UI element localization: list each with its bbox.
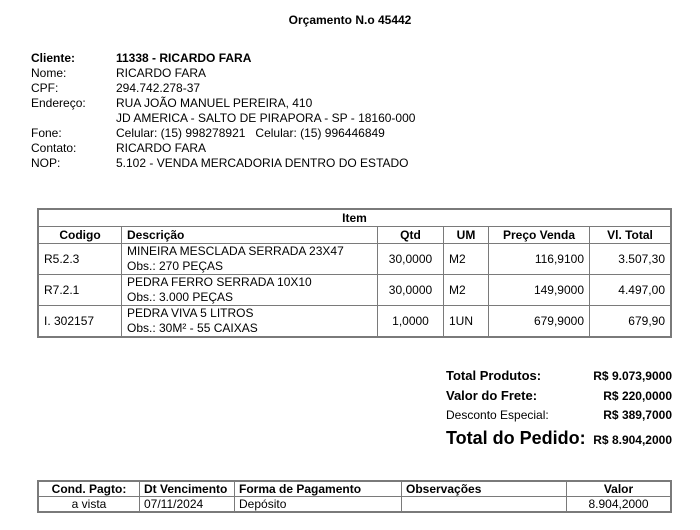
item-total: 3.507,30 [590, 244, 672, 275]
client-row-endereco-2 [31, 111, 415, 126]
client-row-fone [31, 126, 415, 141]
payment-cond: a vista [38, 497, 140, 513]
contato-label: Contato: [31, 141, 77, 155]
desconto-row [446, 406, 672, 425]
table-row [38, 275, 671, 306]
item-um: M2 [444, 275, 489, 306]
fone-value: Celular: (15) 998278921 Celular: (15) 996446849 [116, 126, 385, 140]
payment-obs [402, 497, 567, 513]
table-row [38, 244, 671, 275]
col-codigo: Codigo [38, 227, 122, 244]
item-descricao-text: PEDRA FERRO SERRADA 10X10 [127, 275, 312, 289]
endereco-2-label [31, 111, 116, 126]
item-descricao-text: PEDRA VIVA 5 LITROS [127, 306, 254, 320]
frete-value: R$ 220,0000 [603, 389, 672, 403]
item-descricao [122, 306, 378, 338]
table-row [38, 497, 671, 513]
cpf-value: 294.742.278-37 [116, 81, 201, 95]
item-preco: 679,9000 [489, 306, 590, 338]
payment-valor: 8.904,2000 [567, 497, 672, 513]
client-label: Cliente: [31, 51, 76, 65]
fone-label: Fone: [31, 126, 62, 140]
col-cond-pagto: Cond. Pagto: [38, 481, 140, 497]
col-observacoes: Observações [402, 481, 567, 497]
total-pedido-row [446, 425, 672, 451]
nop-label: NOP: [31, 156, 61, 170]
col-total: Vl. Total [590, 227, 672, 244]
col-um: UM [444, 227, 489, 244]
payment-forma: Depósito [235, 497, 402, 513]
client-row-endereco [31, 96, 415, 111]
frete-row [446, 386, 672, 406]
col-preco: Preço Venda [489, 227, 590, 244]
items-table [37, 208, 672, 338]
item-obs: Obs.: 270 PEÇAS [127, 259, 224, 273]
item-qtd: 1,0000 [378, 306, 444, 338]
endereco-label: Endereço: [31, 96, 86, 110]
nome-value: RICARDO FARA [116, 66, 207, 80]
item-um: 1UN [444, 306, 489, 338]
item-descricao [122, 244, 378, 275]
endereco-2-value: JD AMERICA - SALTO DE PIRAPORA - SP - 18160-000 [116, 111, 416, 125]
client-row-nome [31, 66, 415, 81]
contato-value: RICARDO FARA [116, 141, 207, 155]
col-qtd: Qtd [378, 227, 444, 244]
table-row [38, 306, 671, 338]
page-title: Orçamento N.o 45442 [288, 13, 412, 27]
total-produtos-label: Total Produtos: [446, 368, 542, 383]
nome-label: Nome: [31, 66, 67, 80]
item-obs: Obs.: 30M² - 55 CAIXAS [127, 321, 258, 335]
desconto-value: R$ 389,7000 [603, 408, 672, 422]
nop-value: 5.102 - VENDA MERCADORIA DENTRO DO ESTADO [116, 156, 409, 170]
frete-label: Valor do Frete: [446, 388, 538, 403]
item-codigo: I. 302157 [38, 306, 122, 338]
client-info [31, 51, 415, 171]
payment-table [37, 480, 672, 513]
client-row-contato [31, 141, 415, 156]
item-total: 679,90 [590, 306, 672, 338]
desconto-label: Desconto Especial: [446, 408, 549, 422]
totals-block [446, 366, 672, 451]
total-pedido-label: Total do Pedido: [446, 428, 586, 448]
client-value: 11338 - RICARDO FARA [116, 51, 252, 65]
item-codigo: R7.2.1 [38, 275, 122, 306]
item-qtd: 30,0000 [378, 244, 444, 275]
col-descricao: Descrição [122, 227, 378, 244]
item-descricao-text: MINEIRA MESCLADA SERRADA 23X47 [127, 244, 344, 258]
cpf-label: CPF: [31, 81, 59, 95]
total-produtos-value: R$ 9.073,9000 [593, 369, 672, 383]
items-header-row [38, 227, 671, 244]
item-um: M2 [444, 244, 489, 275]
item-total: 4.497,00 [590, 275, 672, 306]
item-preco: 116,9100 [489, 244, 590, 275]
endereco-value: RUA JOÃO MANUEL PEREIRA, 410 [116, 96, 313, 110]
total-pedido-value: R$ 8.904,2000 [593, 433, 672, 447]
item-obs: Obs.: 3.000 PEÇAS [127, 290, 234, 304]
payment-header-row [38, 481, 671, 497]
col-valor: Valor [567, 481, 672, 497]
item-descricao [122, 275, 378, 306]
total-produtos-row [446, 366, 672, 386]
item-qtd: 30,0000 [378, 275, 444, 306]
item-codigo: R5.2.3 [38, 244, 122, 275]
client-row-nop [31, 156, 415, 171]
col-dt-vencimento: Dt Vencimento [140, 481, 235, 497]
payment-vencimento: 07/11/2024 [140, 497, 235, 513]
item-preco: 149,9000 [489, 275, 590, 306]
items-group-header: Item [38, 209, 671, 227]
client-row-cpf [31, 81, 415, 96]
client-row-cliente [31, 51, 415, 66]
col-forma-pagamento: Forma de Pagamento [235, 481, 402, 497]
